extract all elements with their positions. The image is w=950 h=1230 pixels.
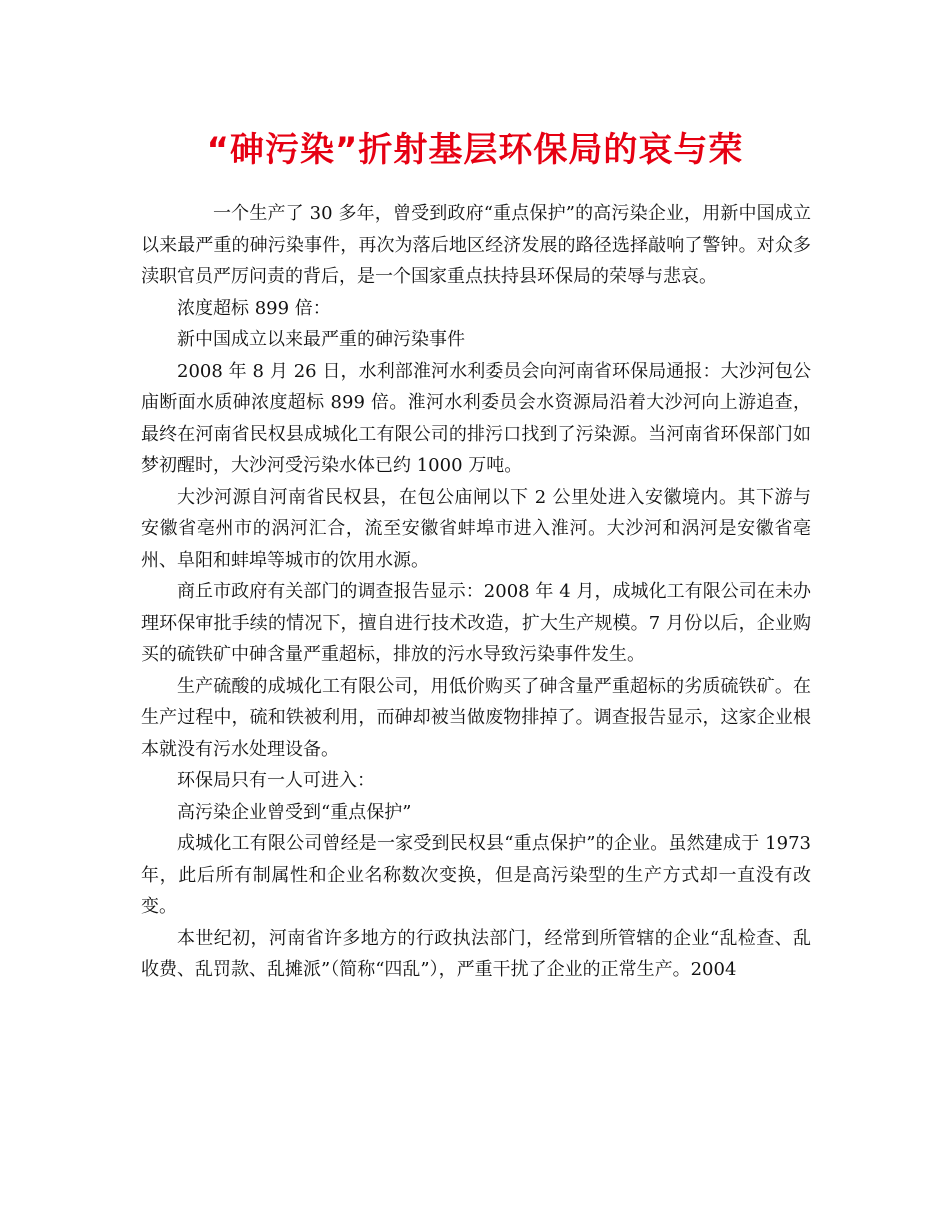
section-heading-concentration: 浓度超标 899 倍： [177,297,331,319]
paragraph-company-history: 成城化工有限公司曾经是一家受到民权县“重点保护”的企业。虽然建成于 1973 年，此后所有制属性和企业名称数次变换，但是高污染型的生产方式却一直没有改变。 [141,833,811,917]
paragraph-investigation-report: 商丘市政府有关部门的调查报告显示：2008 年 4 月，成城化工有限公司在未办理环保审批手续的情况下，擅自进行技术改造，扩大生产规模。7 月份以后，企业购买的硫铁矿中砷含量严重超标，排放的污水导致污染事件发生。 [141,581,811,665]
section-subheading-arsenic-event: 新中国成立以来最严重的砷污染事件 [177,329,465,350]
paragraph-notification: 2008 年 8 月 26 日，水利部淮河水利委员会向河南省环保局通报：大沙河包公庙断面水质砷浓度超标 899 倍。淮河水利委员会水资源局沿着大沙河向上游追查，最终在河南省民权县成城化工有限公司的排污口找到了污染源。当河南省环保部门如梦初醒时，大沙河受污染水体已约 1000 万吨。 [141,360,811,476]
paragraph-river-source: 大沙河源自河南省民权县，在包公庙闸以下 2 公里处进入安徽境内。其下游与安徽省亳州市的涡河汇合，流至安徽省蚌埠市进入淮河。大沙河和涡河是安徽省亳州、阜阳和蚌埠等城市的饮用水源。 [141,486,811,571]
paragraph-sulfuric-acid: 生产硫酸的成城化工有限公司，用低价购买了砷含量严重超标的劣质硫铁矿。在生产过程中，硫和铁被利用，而砷却被当做废物排掉了。调查报告显示，这家企业根本就没有污水处理设备。 [141,675,811,760]
document-title: “砷污染”折射基层环保局的哀与荣 [206,130,744,170]
document-body [141,198,811,986]
paragraph-intro: 一个生产了 30 多年，曾受到政府“重点保护”的高污染企业，用新中国成立以来最严重的砷污染事件，再次为落后地区经济发展的路径选择敲响了警钟。对众多渎职官员严厉问责的背后，是一个国家重点扶持县环保局的荣辱与悲哀。 [141,203,811,287]
section-heading-one-person: 环保局只有一人可进入： [177,770,375,791]
section-subheading-key-protection: 高污染企业曾受到“重点保护” [177,801,412,823]
paragraph-four-chaos: 本世纪初，河南省许多地方的行政执法部门，经常到所管辖的企业“乱检查、乱收费、乱罚款、乱摊派”（简称“四乱”），严重干扰了企业的正常生产。2004 [141,927,811,980]
